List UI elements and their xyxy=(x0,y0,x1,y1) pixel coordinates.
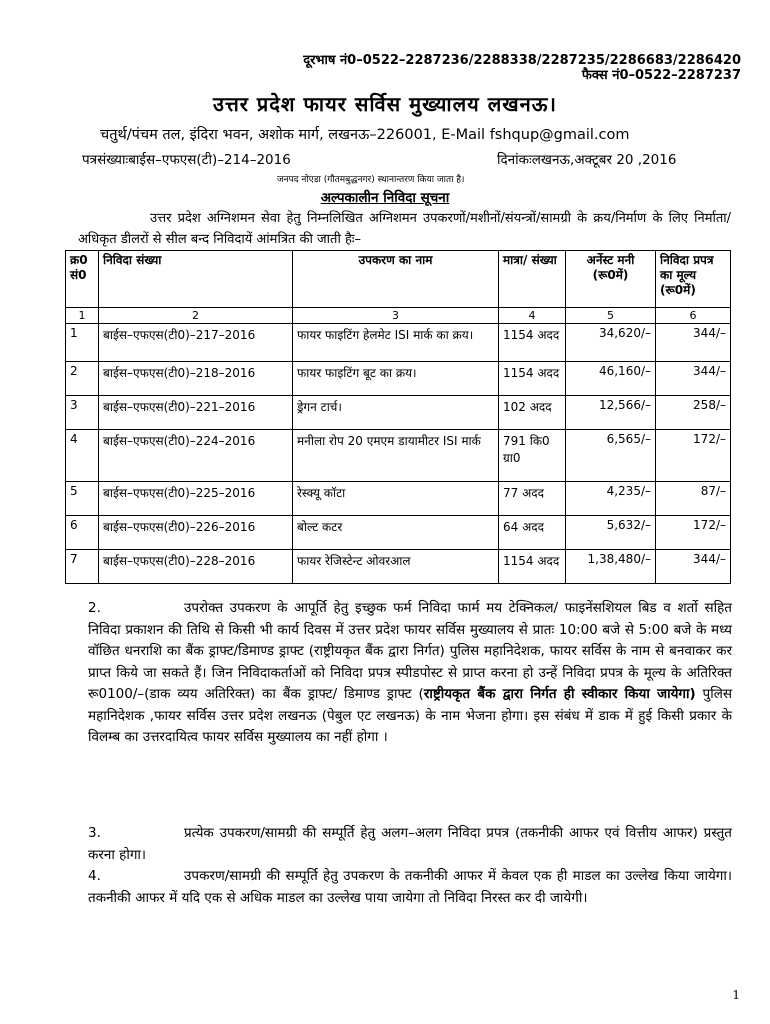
col-header-earnest: अर्नेस्ट मनी (रू0में) xyxy=(566,251,656,308)
paragraph-2-bold: राष्ट्रीयकृत बैंक द्वारा निर्गत ही स्वीकार किया जायेगा) xyxy=(423,686,696,702)
paragraph-4-text: उपकरण/सामग्री की सम्पूर्ति हेतु उपकरण के तकनीकी आफर में केवल एक ही माडल का उल्लेख किया जायेगा। तकनीकी आफर में यदि एक से अधिक माडल का उल्लेख पाया जायेगा तो निविदा निरस्त कर दी जायेगी। xyxy=(88,868,732,906)
cell-sn: 2 xyxy=(66,362,99,396)
col-header-fee: निविदा प्रपत्र का मूल्य (रू0में) xyxy=(656,251,731,308)
cell-earnest: 1,38,480/– xyxy=(566,550,656,584)
cell-item: बोल्ट कटर xyxy=(293,516,499,550)
cell-earnest: 34,620/– xyxy=(566,324,656,362)
paragraph-number: 3. xyxy=(88,825,101,841)
paragraph-number: 2. xyxy=(88,600,101,616)
col-header-item: उपकरण का नाम xyxy=(293,251,499,308)
cell-tender: बाईस–एफएस(टी0)–228–2016 xyxy=(99,550,293,584)
table-row xyxy=(66,430,731,482)
office-address: चतुर्थ/पंचम तल, इंदिरा भवन, अशोक मार्ग, लखनऊ–226001, E-Mail fshqup@gmail.com xyxy=(100,127,630,143)
col-number: 6 xyxy=(656,308,731,324)
col-number: 2 xyxy=(99,308,293,324)
col-number: 3 xyxy=(293,308,499,324)
cell-tender: बाईस–एफएस(टी0)–226–2016 xyxy=(99,516,293,550)
tender-table xyxy=(65,250,731,584)
letter-date: दिनांकःलखनऊ,अक्टूबर 20 ,2016 xyxy=(497,152,677,168)
cell-tender: बाईस–एफएस(टी0)–218–2016 xyxy=(99,362,293,396)
page-number: 1 xyxy=(732,988,740,1002)
cell-tender: बाईस–एफएस(टी0)–224–2016 xyxy=(99,430,293,482)
table-row xyxy=(66,324,731,362)
fax-number: फैक्स नं0–0522–2287237 xyxy=(581,68,741,83)
cell-item: मनीला रोप 20 एमएम डायामीटर ISI मार्क xyxy=(293,430,499,482)
cell-qty: 1154 अदद xyxy=(499,324,566,362)
col-number: 1 xyxy=(66,308,99,324)
cell-item: रेस्क्यू कॉटा xyxy=(293,482,499,516)
cell-fee: 344/– xyxy=(656,362,731,396)
col-header-tender: निविदा संख्या xyxy=(99,251,293,308)
table-row xyxy=(66,396,731,430)
paragraph-2-text-b: पुलिस महानिदेशक ,फायर सर्विस उत्तर प्रदेश लखनऊ (पेबुल एट लखनऊ) के नाम भेजना होगा। इस संबंध में डाक में हुई किसी प्रकार के विलम्ब का उत्तरदायित्व फायर सर्विस मुख्यालय का नहीं होगा । xyxy=(88,686,732,745)
col-number: 4 xyxy=(499,308,566,324)
intro-paragraph: उत्तर प्रदेश अग्निशमन सेवा हेतु निम्नलिखित अग्निशमन उपकरणों/मशीनों/संयन्त्रों/सामग्री के क्रय/निर्माण के लिए निर्माता/अधिकृत डीलरों से सील बन्द निविदायें आंमत्रित की जाती हैः– xyxy=(78,211,731,247)
cell-fee: 258/– xyxy=(656,396,731,430)
cell-fee: 172/– xyxy=(656,430,731,482)
col-header-sn: क्र0 सं0 xyxy=(66,251,99,308)
phone-numbers: दूरभाष नं0–0522–2287236/2288338/2287235/2286683/2286420 xyxy=(303,53,741,68)
column-number-row xyxy=(66,308,731,324)
cell-item: फायर रेजिस्टेन्ट ओवरआल xyxy=(293,550,499,584)
stamp-note: जनपद नोएडा (गौतमबुद्धनगर) स्थानान्तरण किया जाता है। xyxy=(277,175,465,185)
cell-earnest: 5,632/– xyxy=(566,516,656,550)
cell-item: ड्रेगन टार्च। xyxy=(293,396,499,430)
cell-qty: 1154 अदद xyxy=(499,550,566,584)
cell-sn: 7 xyxy=(66,550,99,584)
cell-sn: 1 xyxy=(66,324,99,362)
cell-qty: 1154 अदद xyxy=(499,362,566,396)
cell-item: फायर फाइटिंग हेलमेट ISI मार्क का क्रय। xyxy=(293,324,499,362)
paragraph-4 xyxy=(88,866,732,909)
col-header-qty: मात्रा/ संख्या xyxy=(499,251,566,308)
cell-fee: 172/– xyxy=(656,516,731,550)
paragraph-number: 4. xyxy=(88,868,101,884)
cell-tender: बाईस–एफएस(टी0)–225–2016 xyxy=(99,482,293,516)
cell-fee: 87/– xyxy=(656,482,731,516)
reference-number: पत्रसंख्याःबाईस–एफएस(टी)–214–2016 xyxy=(82,152,291,168)
cell-fee: 344/– xyxy=(656,550,731,584)
paragraph-2-text-a: उपरोक्त उपकरण के आपूर्ति हेतु इच्छुक फर्म निविदा फार्म मय टेक्निकल/ फाइनेंसशियल बिड व शर्तो सहित निविदा प्रकाशन की तिथि से किसी भी कार्य दिवस में उत्तर प्रदेश फायर सर्विस मुख्यालय से प्रातः 10:00 बजे से 5:00 बजे के मध्य वॉछित धनराशि का बैंक ड्राफ्ट/डिमाण्ड ड्राफ्ट (राष्ट्रीयकृत बैंक द्वारा निर्गत) पुलिस महानिदेशक, फायर सर्विस के नाम से बनवाकर कर प्राप्त किये जा सकते हैं। जिन निविदाकर्ताओं को निविदा प्रपत्र स्पीडपोस्ट से प्राप्त करना हो उन्हें निविदा प्रपत्र के मूल्य के अतिरिक्त रू0100/–(डाक व्यय अतिरिक्त) का बैंक ड्राफ्ट/ डिमाण्ड ड्राफ्ट ( xyxy=(88,600,732,702)
cell-tender: बाईस–एफएस(टी0)–217–2016 xyxy=(99,324,293,362)
table-row xyxy=(66,482,731,516)
paragraph-2 xyxy=(88,598,732,749)
cell-fee: 344/– xyxy=(656,324,731,362)
cell-item: फायर फाइटिंग बूट का क्रय। xyxy=(293,362,499,396)
cell-earnest: 46,160/– xyxy=(566,362,656,396)
cell-earnest: 4,235/– xyxy=(566,482,656,516)
cell-tender: बाईस–एफएस(टी0)–221–2016 xyxy=(99,396,293,430)
table-row xyxy=(66,362,731,396)
cell-qty: 64 अदद xyxy=(499,516,566,550)
cell-qty: 791 कि0 ग्रा0 xyxy=(499,430,566,482)
cell-qty: 77 अदद xyxy=(499,482,566,516)
table-row xyxy=(66,550,731,584)
paragraph-3 xyxy=(88,823,732,866)
contact-numbers xyxy=(303,53,741,83)
cell-qty: 102 अदद xyxy=(499,396,566,430)
cell-earnest: 12,566/– xyxy=(566,396,656,430)
table-header-row xyxy=(66,251,731,308)
cell-sn: 5 xyxy=(66,482,99,516)
notice-heading: अल्पकालीन निविदा सूचना xyxy=(320,190,450,206)
cell-sn: 4 xyxy=(66,430,99,482)
table-row xyxy=(66,516,731,550)
cell-sn: 6 xyxy=(66,516,99,550)
paragraph-3-text: प्रत्येक उपकरण/सामग्री की सम्पूर्ति हेतु अलग–अलग निविदा प्रपत्र (तकनीकी आफर एवं वित्तीय आफर) प्रस्तुत करना होगा। xyxy=(88,825,732,863)
cell-earnest: 6,565/– xyxy=(566,430,656,482)
col-number: 5 xyxy=(566,308,656,324)
page-title: उत्तर प्रदेश फायर सर्विस मुख्यालय लखनऊ। xyxy=(213,92,557,116)
cell-sn: 3 xyxy=(66,396,99,430)
